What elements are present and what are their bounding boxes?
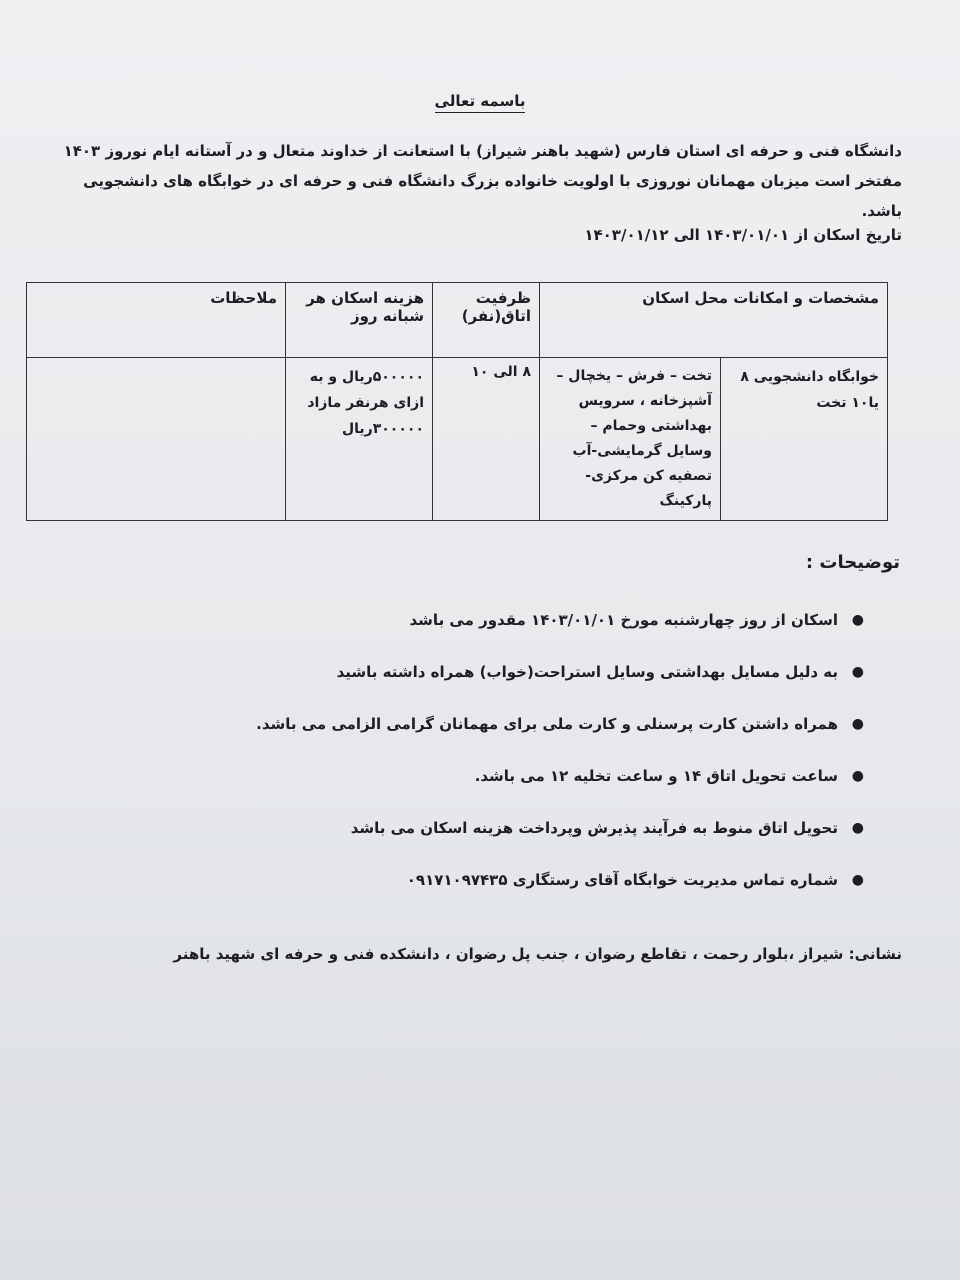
bullet-icon: ● (851, 820, 864, 836)
cell-amenities: تخت – فرش – یخچال – آشپزخانه ، سرویس بهداشتی وحمام –وسایل گرمایشی-آب تصفیه کن مرکزی-پارکینگ (540, 358, 721, 521)
list-item: ● ساعت تحویل اتاق ۱۴ و ساعت تخلیه ۱۲ می باشد. (124, 758, 864, 810)
lodging-dates: تاریخ اسکان از ۱۴۰۳/۰۱/۰۱ الی ۱۴۰۳/۰۱/۱۲ (584, 226, 902, 244)
list-item: ● تحویل اتاق منوط به فرآیند پذیرش وپرداخت هزینه اسکان می باشد (124, 810, 864, 862)
header-capacity: ظرفیت اتاق(نفر) (433, 283, 540, 358)
document-heading: باسمه تعالی (0, 92, 960, 110)
bullet-icon: ● (851, 664, 864, 680)
bullet-icon: ● (851, 872, 864, 888)
table-header-row (27, 283, 888, 358)
address: نشانی: شیراز ،بلوار رحمت ، تقاطع رضوان ، جنب پل رضوان ، دانشکده فنی و حرفه ای شهید باهنر (173, 945, 902, 963)
bullet-icon: ● (851, 716, 864, 732)
list-item: ● شماره تماس مدیریت خوابگاه آقای رستگاری ۰۹۱۷۱۰۹۷۴۳۵ (124, 862, 864, 914)
cell-notes (27, 358, 286, 521)
list-item: ● به دلیل مسایل بهداشتی وسایل استراحت(خواب) همراه داشته باشید (124, 654, 864, 706)
notes-list (124, 602, 864, 914)
list-item: ● همراه داشتن کارت پرسنلی و کارت ملی برای مهمانان گرامی الزامی می باشد. (124, 706, 864, 758)
table-row (27, 358, 888, 521)
cell-place: خوابگاه دانشجویی ۸ یا۱۰ تخت (721, 358, 888, 521)
list-item: ● اسکان از روز چهارشنبه مورخ ۱۴۰۳/۰۱/۰۱ مقدور می باشد (124, 602, 864, 654)
lodging-table (26, 282, 888, 521)
cell-capacity: ۸ الی ۱۰ (433, 358, 540, 521)
intro-paragraph (42, 136, 902, 226)
intro-line-2: مفتخر است میزبان مهمانان نوروزی با اولویت خانواده بزرگ دانشگاه فنی و حرفه ای در خوابگاه های دانشجویی باشد. (83, 172, 902, 220)
header-notes: ملاحظات (27, 283, 286, 358)
header-cost: هزینه اسکان هر شبانه روز (286, 283, 433, 358)
cell-cost: ۵۰۰۰۰۰ریال و به ازای هرنفر مازاد ۳۰۰۰۰۰ریال (286, 358, 433, 521)
bullet-icon: ● (851, 768, 864, 784)
bullet-icon: ● (851, 612, 864, 628)
intro-line-1: دانشگاه فنی و حرفه ای استان فارس (شهید باهنر شیراز) با استعانت از خداوند متعال و در آستانه ایام نوروز ۱۴۰۳ (63, 142, 902, 160)
header-spec: مشخصات و امکانات محل اسکان (540, 283, 888, 358)
notes-title: توضیحات : (805, 552, 900, 573)
